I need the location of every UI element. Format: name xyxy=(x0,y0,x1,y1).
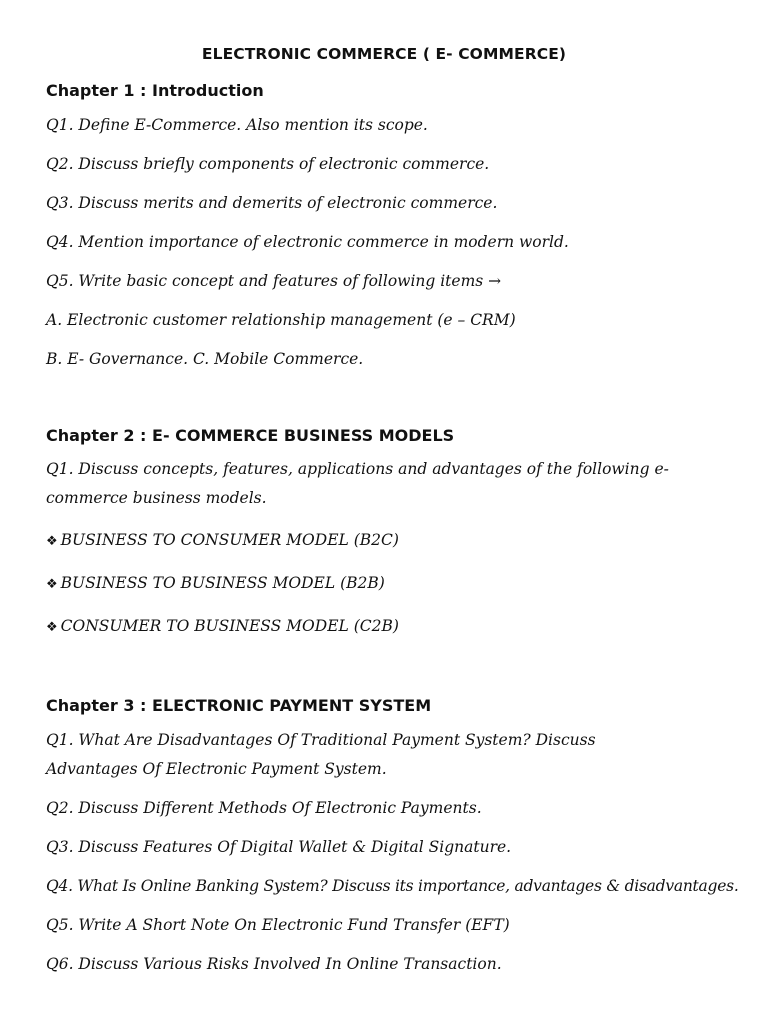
chapter-1-question-4: Q4. Mention importance of electronic commerce in modern world. xyxy=(46,233,569,251)
chapter-1-item-a: A. Electronic customer relationship management (e – CRM) xyxy=(46,311,516,329)
chapter-2-bullet-item xyxy=(46,569,726,599)
chapter-3-question-6: Q6. Discuss Various Risks Involved In Online Transaction. xyxy=(46,955,502,973)
chapter-3-question-2: Q2. Discuss Different Methods Of Electronic Payments. xyxy=(46,799,482,817)
chapter-2-question-1: Q1. Discuss concepts, features, applications and advantages of the following e- commerce business models. xyxy=(46,460,669,507)
chapter-1-question-1: Q1. Define E-Commerce. Also mention its scope. xyxy=(46,116,428,134)
chapter-3-question-1: Q1. What Are Disadvantages Of Traditional Payment System? Discuss Advantages Of Electronic Payment System. xyxy=(46,731,596,778)
chapter-1-question-2: Q2. Discuss briefly components of electronic commerce. xyxy=(46,155,490,173)
chapter-1-heading: Chapter 1 : Introduction xyxy=(46,81,264,100)
diamond-bullet-icon: ❖ xyxy=(46,577,58,592)
chapter-2-bullet-item xyxy=(46,526,726,556)
chapter-1-question-5: Q5. Write basic concept and features of following items → xyxy=(46,272,502,290)
chapter-2-bullet-item xyxy=(46,612,726,642)
chapter-3-question-4: Q4. What Is Online Banking System? Discuss its importance, advantages & disadvantages. xyxy=(46,877,739,895)
chapter-1-question-3: Q3. Discuss merits and demerits of electronic commerce. xyxy=(46,194,498,212)
bullet-text: BUSINESS TO CONSUMER MODEL (B2C) xyxy=(60,531,399,549)
chapter-1-item-b-c: B. E- Governance. C. Mobile Commerce. xyxy=(46,350,364,368)
diamond-bullet-icon: ❖ xyxy=(46,534,58,549)
bullet-text: CONSUMER TO BUSINESS MODEL (C2B) xyxy=(60,617,399,635)
chapter-3-question-5: Q5. Write A Short Note On Electronic Fund Transfer (EFT) xyxy=(46,916,510,934)
diamond-bullet-icon: ❖ xyxy=(46,620,58,635)
chapter-2-heading: Chapter 2 : E- COMMERCE BUSINESS MODELS xyxy=(46,426,455,445)
bullet-text: BUSINESS TO BUSINESS MODEL (B2B) xyxy=(60,574,385,592)
chapter-3-heading: Chapter 3 : ELECTRONIC PAYMENT SYSTEM xyxy=(46,696,432,715)
chapter-3-question-3: Q3. Discuss Features Of Digital Wallet & Digital Signature. xyxy=(46,838,512,856)
document-title: ELECTRONIC COMMERCE ( E- COMMERCE) xyxy=(201,45,567,63)
